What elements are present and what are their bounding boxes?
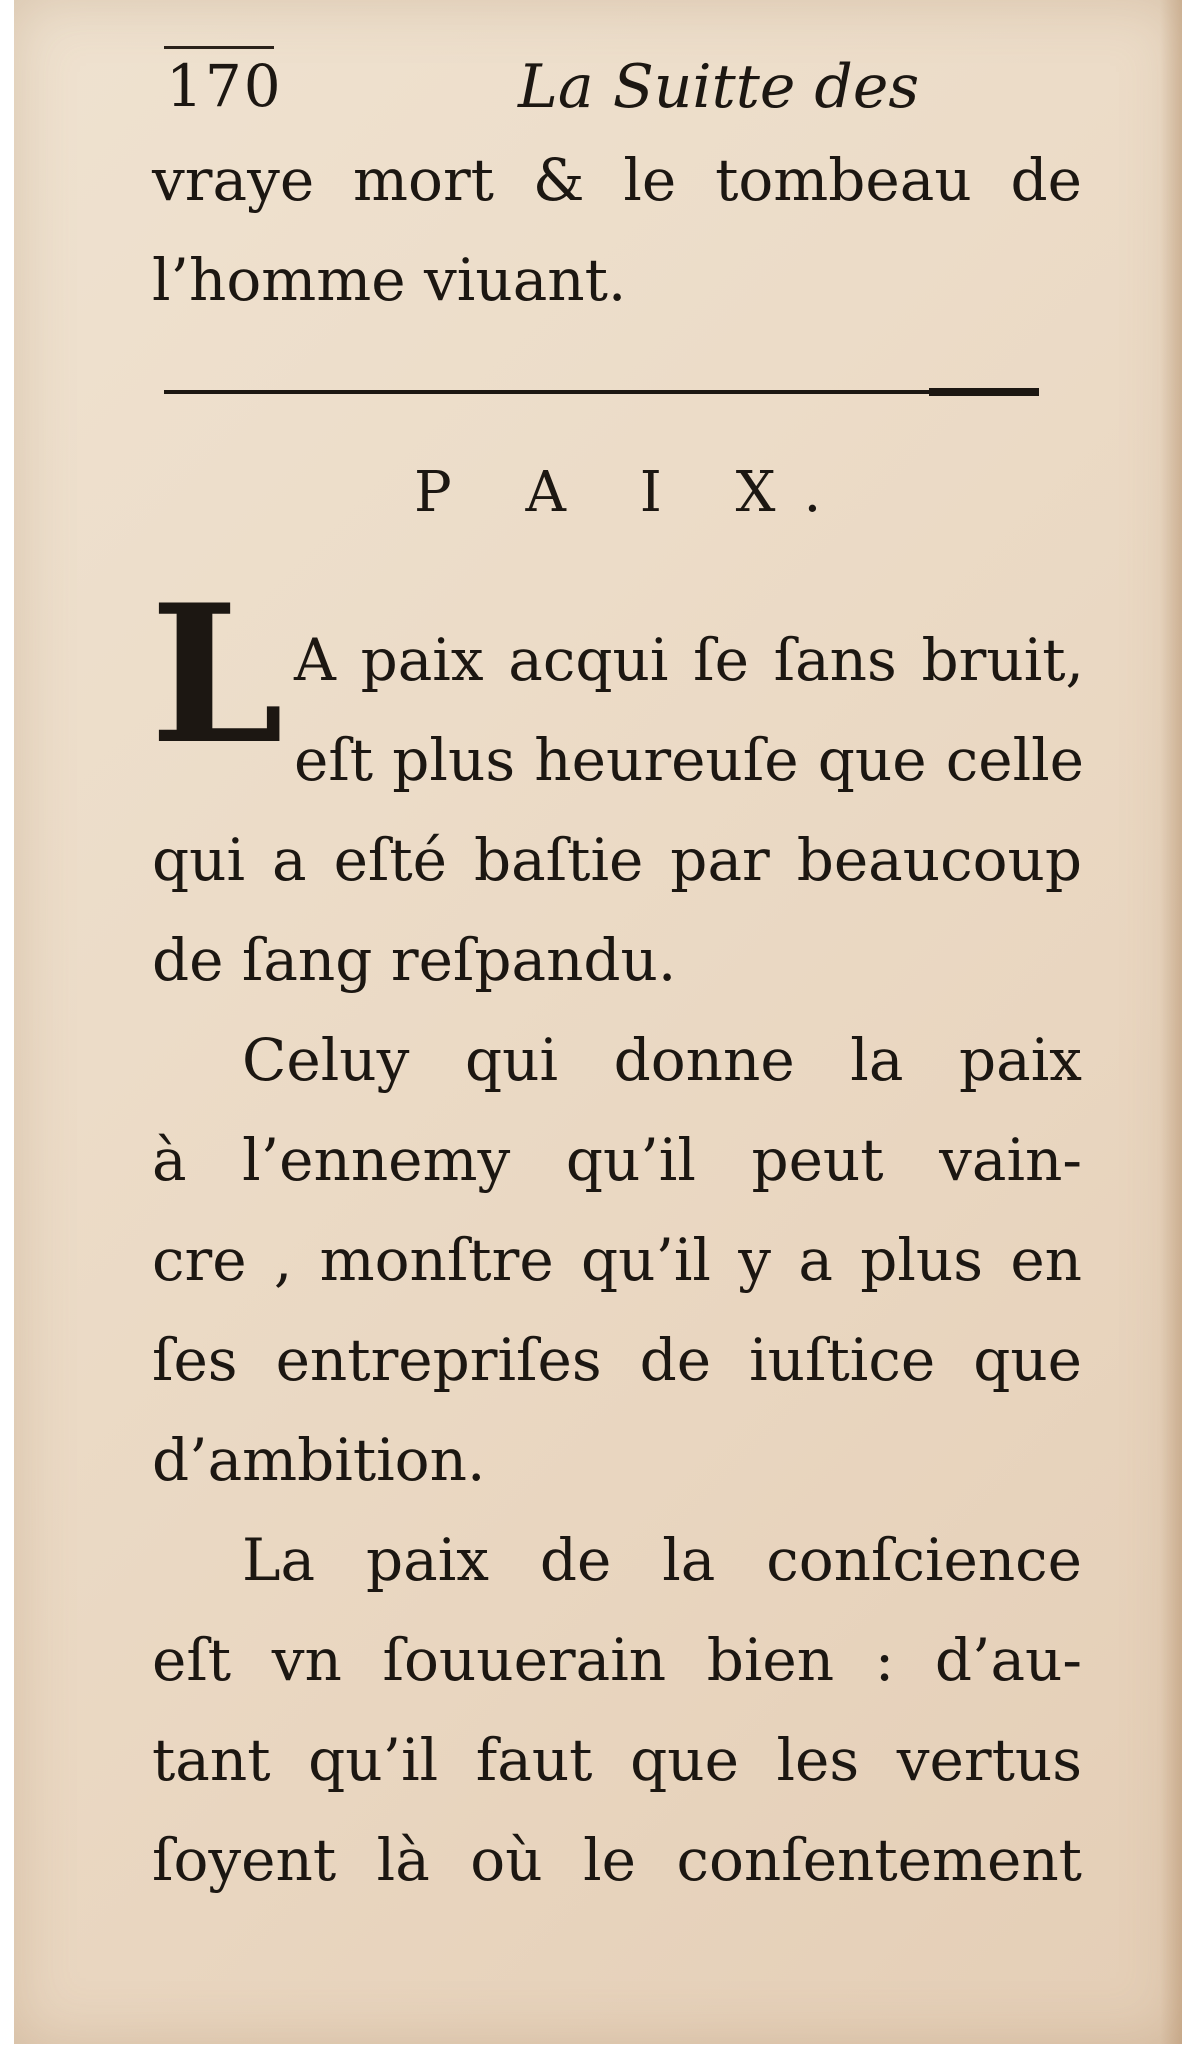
text-line: l’homme viuant. [152,246,627,314]
paragraph-lead-lines [294,610,1084,810]
section-rule [164,390,929,394]
paragraph-1 [152,810,1082,1010]
continuation-text [152,130,1082,330]
text-line: ſes entrepriſes de iuſtice que [152,1326,1082,1394]
text-line: La paix de la conſcience [242,1526,1082,1594]
running-title: La Suitte des [518,52,920,122]
text-line: Celuy qui donne la paix [242,1026,1082,1094]
text-line: tant qu’il faut que les vertus [152,1726,1082,1794]
text-line: vraye mort & le tombeau de [152,146,1082,214]
text-line: d’ambition. [152,1426,486,1494]
text-line: A paix acqui ſe ſans bruit, [294,626,1084,694]
text-line: eſt vn ſouuerain bien : d’au- [152,1626,1082,1694]
paragraph-2 [152,1010,1082,1510]
book-page [14,0,1182,2044]
running-header [152,38,1052,128]
text-line: de ſang reſpandu. [152,926,677,994]
page-edge-shadow [1160,0,1182,2044]
text-line: qui a eſté baſtie par beaucoup [152,826,1082,894]
text-line: eſt plus heureuſe que celle [294,726,1084,794]
page-number-overline [164,46,274,49]
paragraph-3 [152,1510,1082,1910]
text-line: ſoyent là où le conſentement [152,1826,1082,1894]
page-number: 170 [166,52,283,120]
section-rule-end [929,388,1039,396]
section-heading: P A I X. [414,460,850,525]
text-line: à l’ennemy qu’il peut vain- [152,1126,1082,1194]
text-line: cre , monſtre qu’il y a plus en [152,1226,1082,1294]
drop-cap: L [150,563,284,786]
